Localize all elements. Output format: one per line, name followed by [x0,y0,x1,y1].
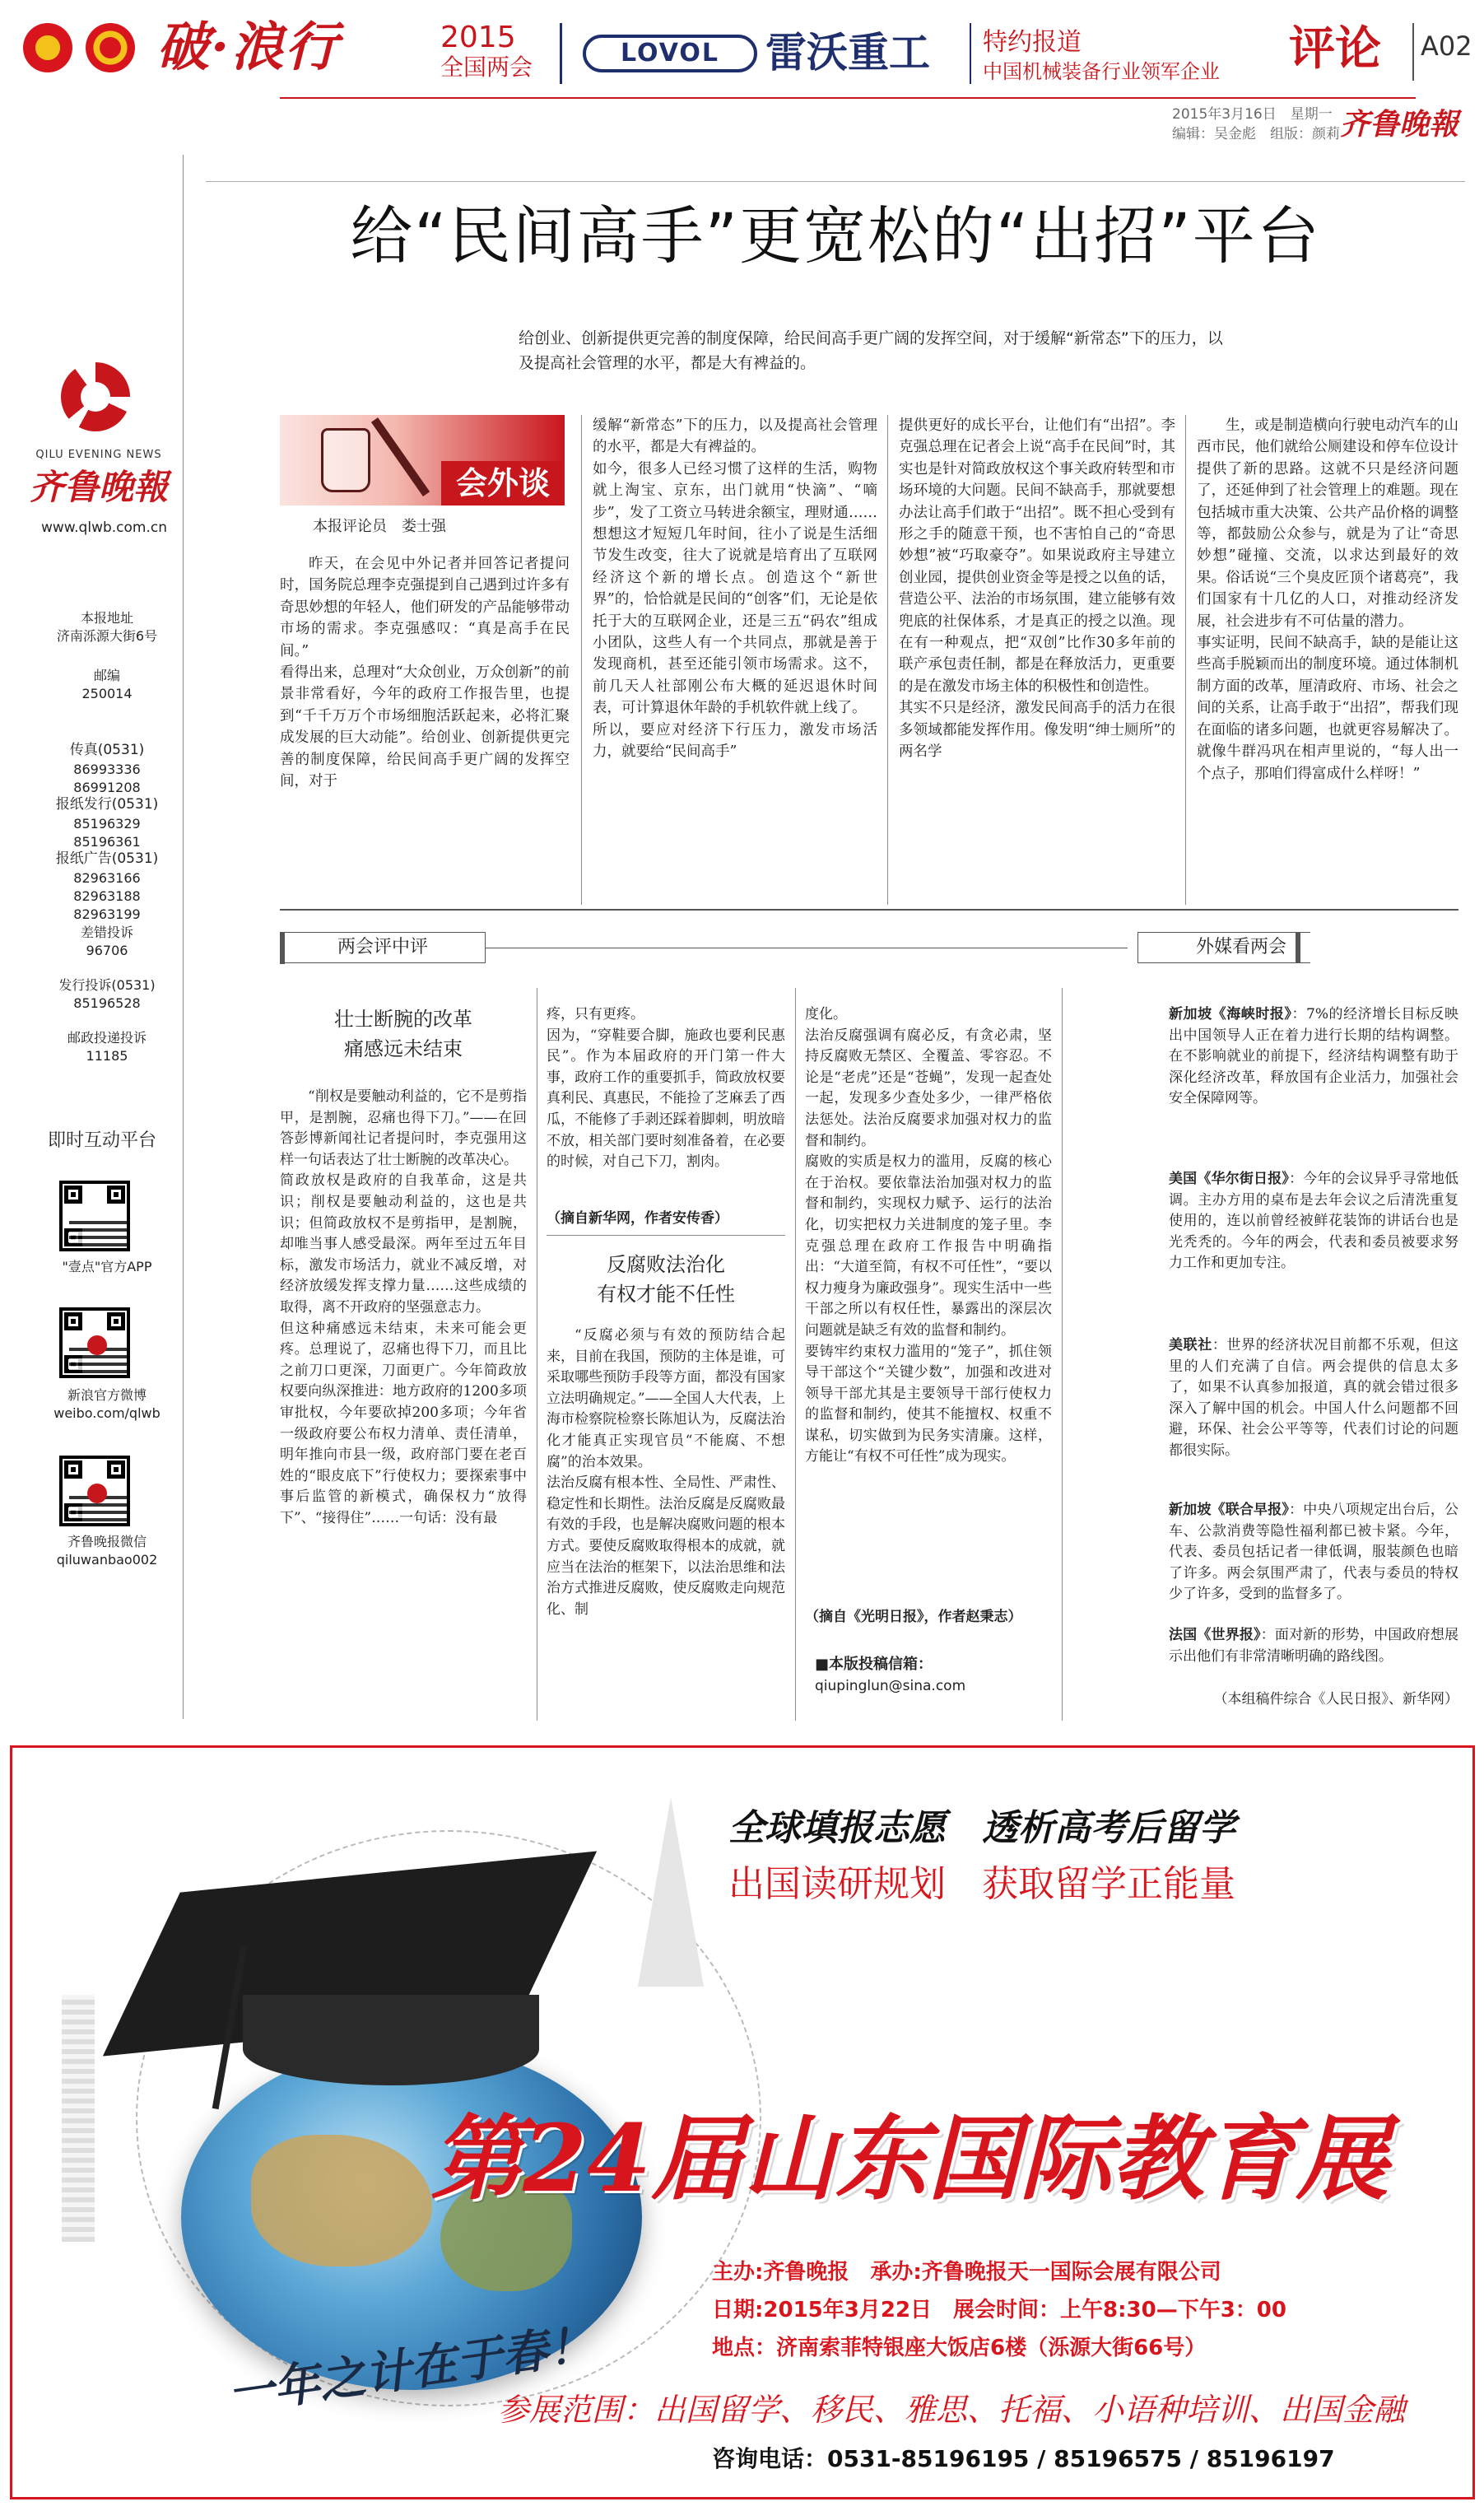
distribution-label: 报纸发行(0531) [55,796,159,813]
foreign-item-4-media: 新加坡《联合早报》 [1169,1502,1290,1518]
qr-weibo-url[interactable]: weibo.com/qlwb [53,1405,160,1421]
lovol-logo: LOVOL [583,35,757,72]
masthead-year: 2015 [440,21,516,54]
page-number: A02 [1421,30,1472,62]
article2-col-3 [805,1004,1052,1605]
masthead-divider-2 [970,23,971,84]
foreign-item-5-media: 法国《世界报》 [1169,1627,1261,1643]
foreign-item-3 [1169,1335,1458,1500]
article1-title-line1: 壮士断腕的改革 [334,1008,472,1031]
headline-lede: 给创业、创新提供更完善的制度保障，给民间高手更广阔的发挥空间，对于缓解“新常态”下的压力，以及提高社会管理的水平，都是大有裨益的。 [519,329,1223,372]
campaign-brand: 破·浪行 [156,16,340,78]
foreign-item-3-text: ：世界的经济状况目前都不乐观，但这里的人们充满了自信。两会提供的信息太多了，如果不认真参加报道，真的就会错过很多深入了解中国的机会。中国人什么问题都不回避，环保、社会公平等等，代表们讨论的问题都很实际。 [1169,1337,1458,1459]
main-article-col-4 [1197,415,1458,905]
foreign-item-2-text: ：今年的会议异乎寻常地低调。主办方用的桌布是去年会议之后清洗重复使用的，连以前曾经被鲜花装饰的讲话台也是光秃秃的。今年的两会，代表和委员被要求努力工作和更加专注。 [1169,1171,1458,1272]
ink-bottle-icon [321,428,370,492]
main-col1-text: 昨天，在会见中外记者并回答记者提问时，国务院总理李克强提到自己遇到过许多有奇思妙想的年轻人，他们研发的产品能够带动市场的需求。李克强感叹：“真是高手在民间。” 看得出来，总理对“大众创业，万众创新”的前景非常看好，今年的政府工作报告里，也提到“千千万万个市场细胞活跃起来，必将汇聚成发展的巨大动能”。给创业、创新提供更完善的制度保障，给民间高手更广阔的发挥空间，对于 [280,556,570,790]
main-col2-text: 缓解“新常态”下的压力，以及提高社会管理的水平，都是大有裨益的。 如今，很多人已经习惯了这样的生活，购物就上淘宝、京东，出门就用“快滴”、“嘀步”，发了工资立马转进余额宝，理财通……想想这才短短几年时间，往小了说是生活细节发生改变，往大了说就是培育出了互联网经济这个新的增长点。创造这个“新世界”的，恰恰就是民间的“创客”们，无论是依托于大的互联网企业，还是三五“码农”组成小团队，这些人有一个共同点，那就是善于发现商机，甚至还能引领市场需求。这不，前几天人社部刚公布大概的延迟退休时间表，可计算退休年龄的手机软件就上线了。 所以，要应对经济下行压力，激发市场活力，就要给“民间高手” [593,417,877,761]
qr-weibo-icon[interactable] [59,1307,130,1378]
paper-name-en: QILU EVENING NEWS [35,449,162,461]
qr-weibo-label: 新浪官方微博 [67,1387,147,1403]
advertising: 82963166 82963188 82963199 [73,870,141,922]
submit-email[interactable]: qiupinglun@sina.com [815,1678,966,1694]
address-label: 本报地址 [80,610,133,626]
section-title: 评论 [1289,22,1381,76]
main-article-col-3 [899,415,1175,905]
post-label: 邮政投递投诉 [67,1030,147,1046]
mid-rule [280,909,1458,911]
distribution: 85196329 85196361 [73,816,141,850]
paper-name-cn: 齐鲁晚報 [29,467,168,507]
cppcc-emblem-icon [86,23,135,72]
address: 济南泺源大街6号 [56,628,158,644]
complaint-label: 差错投诉 [80,925,133,940]
article1-col1-text: “削权是要触动利益的，它不是剪指甲，是割腕，忍痛也得下刀。”——在回答彭博新闻社记者提问时，李克强用这样一句话表达了壮士断腕的改革决心。 简政放权是政府的自我革命，这是共识；削权是要触动利益的，这也是共识；但简政放权不是剪指甲，是割腕，却唯当事人感受最深。两年至过五年目标，激发市场活力，就业不减反增，对经济放缓发挥支撑力量……这些成绩的取得，离不开政府的坚强意志力。 但这种痛感远未结束，未来可能会更疼。总理说了，忍痛也得下刀，而且比之前刀口更深，刀面更广。今年简政放权要向纵深推进：地方政府的1200多项审批权，今年要砍掉200多项；今年省一级政府要公布权力清单、责任清单，明年推向市县一级，政府部门要在老百姓的“眼皮底下”行使权力；要探索事中事后监管的新模式，确保权力“放得下”、“接得住”……一句话：没有最 [280,1088,527,1526]
article1-source: （摘自新华网，作者安传香） [547,1210,728,1227]
fax: 86993336 86991208 [73,762,141,795]
main-col4-text: 生，或是制造横向行驶电动汽车的山西市民，他们就给公厕建设和停车位设计提供了新的思路。这就不只是经济问题了，还延伸到了社会管理上的难题。现在包括城市重大决策、公共产品价格的调整等，都鼓励公众参与，就是为了让“奇思妙想”碰撞、交流，以求达到最好的效果。俗话说“三个臭皮匠顶个诸葛亮”，我们国家有十几亿的人口，对推动经济发展，社会进步有不可估量的潜力。 事实证明，民间不缺高手，缺的是能让这些高手脱颖而出的制度环境。通过体制机制方面的改革，厘清政府、市场、社会之间的关系，让高手敢于“出招”，帮我们现在面临的诸多问题，也就更容易解决了。就像牛群冯巩在相声里说的，“每人出一个点子，那咱们得富成什么样呀！” [1197,417,1458,782]
foreign-item-1-media: 新加坡《海峡时报》 [1169,1006,1292,1023]
sponsor-name: 雷沃重工 [765,29,930,77]
interactive-title: 即时互动平台 [48,1130,157,1151]
issue-date: 2015年3月16日 星期一 [1172,106,1333,123]
sidebar-divider [183,155,184,1719]
article1-title [280,1004,527,1064]
editors: 编辑：吴金彪 组版：颜莉 [1172,126,1340,142]
ad-calligraphy: 一年之计在于春！ [224,2317,598,2422]
masthead [0,0,1484,165]
byline: 本报评论员 娄士强 [313,518,446,535]
foreign-item-2-media: 美国《华尔街日报》 [1169,1171,1290,1187]
main-article-col-1 [280,553,570,899]
column-tag: 会外谈 [441,461,565,505]
ad-slogan: 全球填报志愿 透析高考后留学 [728,1807,1235,1849]
foreign-item-5-text: ：面对新的形势，中国政府想展示出他们有非常清晰明确的路线图。 [1169,1627,1458,1665]
qr-app-label: "壹点"官方APP [62,1259,152,1274]
postcode-label: 邮编 [93,668,120,683]
submit-label: ■本版投稿信箱： [815,1656,933,1673]
foreign-item-4-text: ：中央八项规定出台后，公车、公款消费等隐性福利都已被卡紧。今年，代表、委员包括记者一律低调，服装颜色也暗了许多。两会氛围严肃了，代表与委员的特权少了许多，受到的监督多了。 [1169,1502,1458,1603]
foreign-item-1-text: ：7%的经济增长目标反映出中国领导人正在着力进行长期的结构调整。在不影响就业的前提下，经济结构调整有助于深化经济改革，释放国有企业活力，加强社会安全保障网等。 [1169,1006,1458,1107]
section-header-foreign [1137,932,1310,963]
ad-organizer: 主办:齐鲁晚报 承办:齐鲁晚报天一国际会展有限公司 [712,2260,1221,2285]
website-link[interactable]: www.qlwb.com.cn [41,519,167,536]
article2-title-line1: 反腐败法治化 [607,1253,725,1276]
article2-col-2 [547,1325,785,1721]
qr-wechat-id: qiluwanbao002 [56,1552,158,1568]
foreign-media-list [1169,1004,1458,1712]
qr-app-icon[interactable] [59,1181,130,1251]
foreign-item-3-media: 美联社 [1169,1337,1212,1353]
masthead-divider [560,23,562,84]
article1-col-1 [280,1087,527,1721]
sidebar [0,362,183,1721]
qr-wechat-icon[interactable] [59,1456,130,1526]
advertising-label: 报纸广告(0531) [55,850,159,867]
ad-phone[interactable]: 咨询电话：0531-85196195 / 85196575 / 85196197 [712,2445,1335,2472]
ad-scope: 参展范围：出国留学、移民、雅思、托福、小语种培训、出国金融 [498,2392,1406,2428]
article2-title-line2: 有权才能不任性 [597,1283,735,1306]
column-tag-banner [280,415,565,505]
report-label: 特约报道 [983,28,1082,57]
delivery: 85196528 [73,995,141,1011]
article2-col2-text: “反腐必须与有效的预防结合起来，目前在我国，预防的主体是谁，可采取哪些预防手段等方面，都没有国家立法明确规定。”——全国人大代表，上海市检察院检察长陈旭认为，反腐法治化才能真正实现官员“不能腐、不想腐”的治本效果。 法治反腐有根本性、全局性、严肃性、稳定性和长期性。法治反腐是反腐败最有效的手段，也是解决腐败问题的根本方式。要使反腐败取得根本的成就，就应当在法治的框架下，以法治思维和法治方式推进反腐败，使反腐败走向规范化、制 [547,1327,785,1618]
headline-top-rule [206,181,1465,182]
ad-title: 第24届山东国际教育展 [430,2105,1389,2213]
foreign-item-5 [1169,1625,1458,1689]
section-header-lianghui-text: 两会评中评 [337,937,429,957]
post: 11185 [86,1048,128,1064]
article1-col-2 [547,1004,785,1210]
main-article-col-2 [593,415,877,905]
qr-wechat-label: 齐鲁晚报微信 [67,1534,147,1549]
foreign-item-2 [1169,1169,1458,1335]
foreign-item-4 [1169,1500,1458,1625]
report-sub: 中国机械装备行业领军企业 [983,60,1220,83]
paper-wordmark: 齐鲁晚報 [1340,107,1459,142]
national-emblem-icon [23,23,72,72]
article2-title [547,1250,785,1309]
eiffel-tower-icon [638,1797,704,1987]
page-no-divider [1412,23,1414,81]
complaint: 96706 [86,943,128,958]
quill-pen-icon [371,417,430,496]
ad-date: 日期:2015年3月22日 展会时间：上午8:30—下午3：00 [712,2298,1286,2322]
fax-label: 传真(0531) [69,742,145,758]
article2-col3-text: 度化。 法治反腐强调有腐必反，有贪必肃，坚持反腐败无禁区、全覆盖、零容忍。不论是“老虎”还是“苍蝇”，发现一起查处一起，发现多少查处多少，一律严格依法惩处。法治反腐要求加强对权力的监督和制约。 腐败的实质是权力的滥用，反腐的核心在于治权。要依靠法治加强对权力的监督和制约，实现权力赋予、运行的法治化，切实把权力关进制度的笼子里。李克强总理在政府工作报告中明确指出：“大道至简，有权不可任性”，“要以权力瘦身为廉政强身”。现实生活中一些干部之所以有权任性，暴露出的深层次问题就是缺乏有效的监督和制约。 要铸牢约束权力滥用的“笼子”，抓住领导干部这个“关键少数”，加强和改进对领导干部尤其是主要领导干部行使权力的监督和制约，使其不能擅权、权重不谋私，切实做到为民务实清廉。这样，方能让“有权不可任性”成为现实。 [805,1006,1052,1465]
delivery-label: 发行投诉(0531) [58,977,156,993]
article1-title-line2: 痛感远未结束 [344,1037,463,1060]
ad-venue: 地点：济南索菲特银座大饭店6楼（泺源大街66号） [712,2336,1207,2360]
masthead-event: 全国两会 [440,54,533,81]
article2-source: （摘自《光明日报》，作者赵秉志） [805,1609,1022,1625]
foreign-source: （本组稿件综合《人民日报》、新华网） [1213,1691,1458,1707]
foreign-item-1 [1169,1004,1458,1169]
masthead-rule [280,97,1416,99]
headline: 给“民间高手”更宽松的“出招”平台 [350,199,1321,273]
advertisement[interactable] [10,1745,1475,2499]
section-header-lianghui [280,932,486,963]
ad-sub-slogan: 出国读研规划 获取留学正能量 [728,1863,1235,1905]
section-header-foreign-text: 外媒看两会 [1196,937,1287,957]
article1-col2-text: 疼，只有更疼。 因为，“穿鞋要合脚，施政也要利民惠民”。作为本届政府的开门第一件大事，政府工作的重要抓手，简政放权要真利民、真惠民，不能捡了芝麻丢了西瓜，不能修了手剥还踩着脚刺，明放暗不放，相关部门要时刻准备着，在必要的时候，对自己下刀，割肉。 [547,1006,785,1171]
big-ben-icon [62,1995,95,2242]
main-col3-text: 提供更好的成长平台，让他们有“出招”。李克强总理在记者会上说“高手在民间”时，其实也是针对简政放权这个事关政府转型和市场环境的大问题。民间不缺高手，那就要想办法让高手们敢于“出招”。既不担心受到有形之手的随意干预，也不害怕自己的“奇思妙想”被“巧取豪夺”。如果说政府主导建立创业园，提供创业资金等是授之以鱼的话，营造公平、法治的市场氛围，建立能够有效兜底的社保体系，才是真正的授之以渔。现在有一种观点，把“双创”比作30多年前的联产承包责任制，都是在释放活力，更重要的是在激发市场主体的积极性和创造性。 其实不只是经济，激发民间高手的活力在很多领域都能发挥作用。像发明“绅士厕所”的两名学 [899,417,1175,761]
postcode: 250014 [81,686,133,701]
